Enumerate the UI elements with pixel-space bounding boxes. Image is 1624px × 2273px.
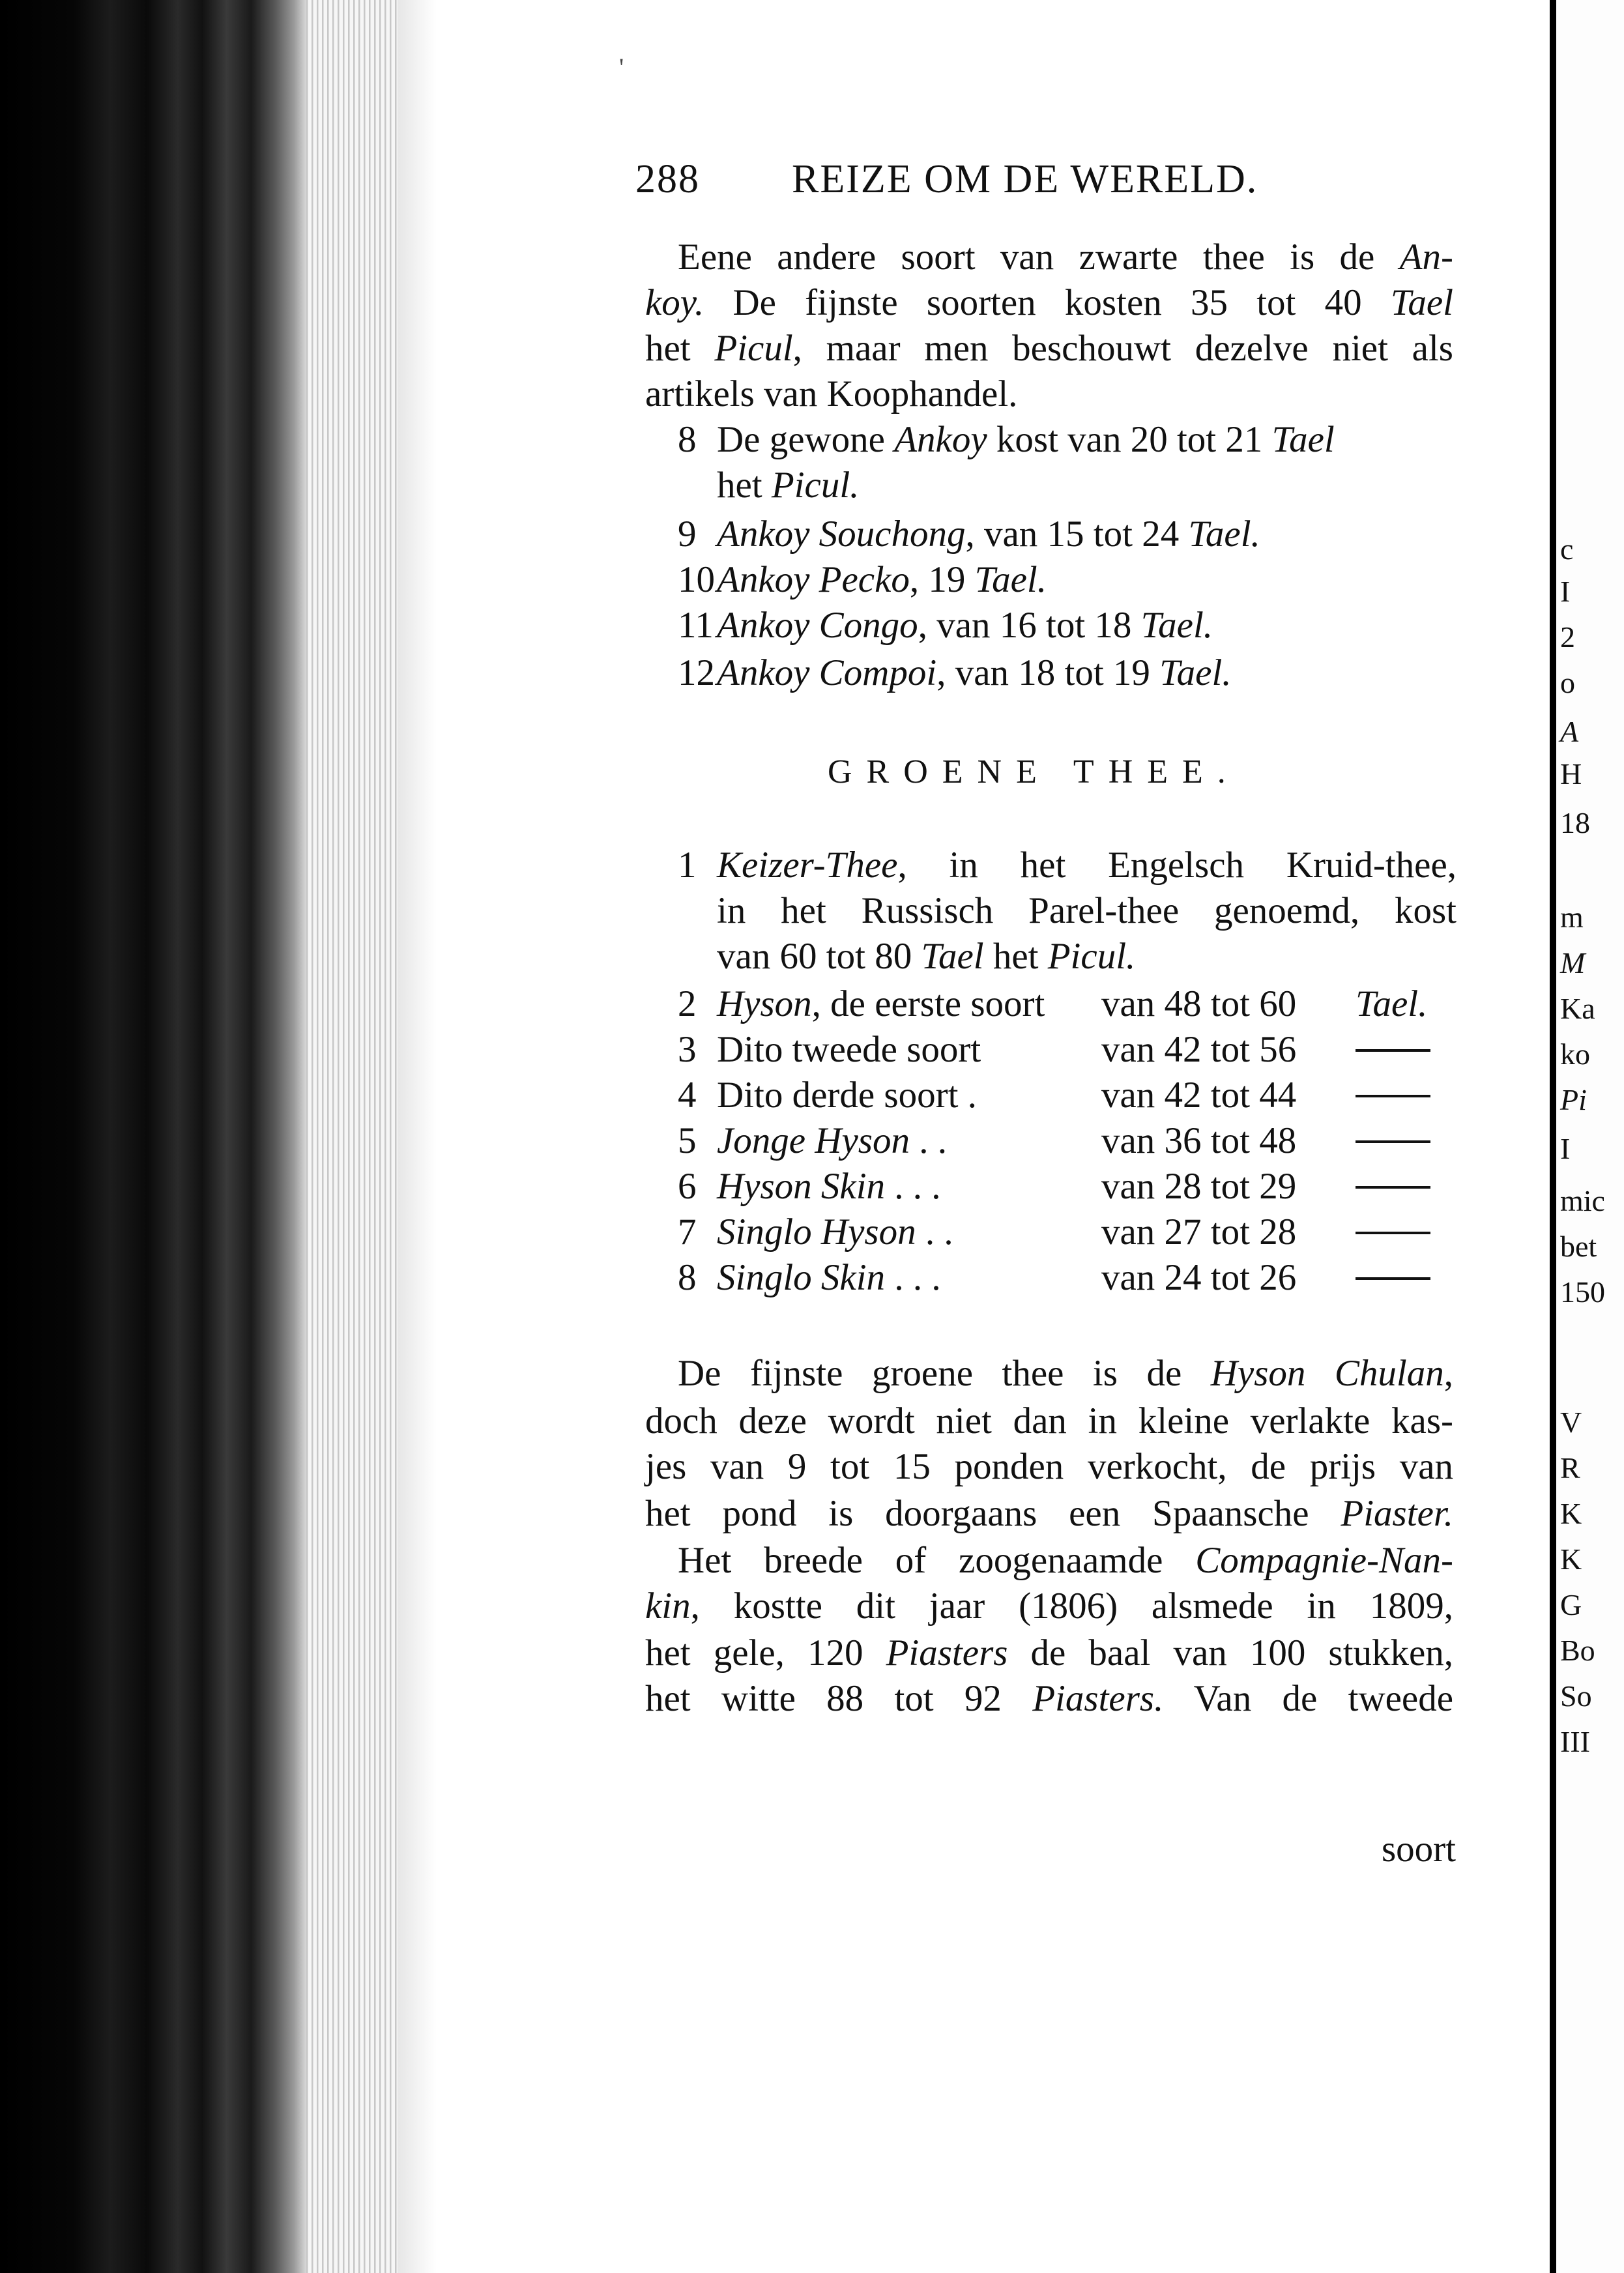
italic-text: Tael. xyxy=(1140,605,1213,646)
facing-page-fragment: c xyxy=(1560,532,1574,566)
gutter xyxy=(398,0,437,2273)
italic-text: Hyson Chulan xyxy=(1210,1353,1444,1394)
facing-page-fragment: K xyxy=(1560,1497,1582,1530)
italic-text: Ankoy xyxy=(894,419,987,460)
text: Van de tweede xyxy=(1163,1678,1454,1719)
facing-page-fragment: So xyxy=(1560,1679,1592,1713)
facing-page-fragment: R xyxy=(1560,1451,1580,1484)
text: De fijnste groene thee is de xyxy=(678,1353,1211,1394)
price-range: van 24 tot 26 xyxy=(1101,1257,1297,1298)
italic-text: kin xyxy=(645,1585,691,1627)
item-number: 8 xyxy=(678,1257,697,1298)
text: Eene andere soort van zwarte thee is de xyxy=(678,237,1400,278)
text: van 60 tot 80 xyxy=(717,936,921,977)
price-unit xyxy=(1356,1211,1393,1253)
price-unit xyxy=(1356,1256,1393,1299)
text-line xyxy=(645,1632,1453,1674)
price-unit xyxy=(1356,1165,1393,1208)
tea-name-suffix: . . xyxy=(910,1120,947,1161)
item-number: 1 xyxy=(678,845,697,886)
text: , kostte dit jaar (1806) alsmede in 1809, xyxy=(690,1585,1453,1627)
item-number: 9 xyxy=(678,514,697,555)
text: , maar men beschouwt dezelve niet als xyxy=(792,328,1453,369)
price-row xyxy=(678,983,1460,1028)
price-unit: Tael. xyxy=(1356,983,1428,1024)
running-title: REIZE OM DE WERELD. xyxy=(792,157,1258,201)
facing-page-fragment: Pi xyxy=(1560,1083,1587,1116)
text: het witte 88 tot 92 xyxy=(645,1678,1033,1719)
text-line xyxy=(645,1400,1453,1442)
facing-page-fragment: m xyxy=(1560,901,1584,934)
italic-text: Tael xyxy=(1390,282,1453,323)
price-row xyxy=(678,1165,1460,1211)
price-range: van 42 tot 44 xyxy=(1101,1075,1297,1116)
item-number: 11 xyxy=(678,605,714,646)
facing-page-fragment: III xyxy=(1560,1725,1590,1758)
text-line xyxy=(645,282,1453,324)
text: in het Russisch Parel-thee genoemd, kost xyxy=(717,890,1457,931)
facing-page-fragment: M xyxy=(1560,946,1586,979)
tea-name-cell xyxy=(717,1028,981,1071)
price-row xyxy=(678,1028,1460,1074)
tea-name-cell xyxy=(717,1120,947,1162)
text: het pond is doorgaans een Spaansche xyxy=(645,1493,1341,1534)
facing-page-fragment: H xyxy=(1560,757,1582,790)
facing-page-fragment: bet xyxy=(1560,1230,1597,1263)
text: , van 18 tot 19 xyxy=(936,652,1160,693)
text: doch deze wordt niet dan in kleine verlakte kas- xyxy=(645,1400,1453,1441)
price-unit xyxy=(1356,1074,1393,1116)
item-number: 2 xyxy=(678,983,697,1024)
text: De fijnste soorten kosten 35 tot 40 xyxy=(704,282,1391,323)
text: , xyxy=(1443,1353,1453,1394)
text: Het breede of zoogenaamde xyxy=(678,1540,1196,1581)
tea-name-suffix: . . . xyxy=(885,1166,941,1207)
black-tea-item xyxy=(678,604,1453,646)
price-unit xyxy=(1356,1120,1393,1162)
black-tea-item xyxy=(678,513,1453,555)
tea-name: Jonge Hyson xyxy=(717,1120,910,1161)
italic-text: Ankoy Compoi xyxy=(717,652,937,693)
facing-page-fragment: G xyxy=(1560,1588,1582,1621)
tea-name-cell xyxy=(717,1256,941,1299)
italic-text: Piasters xyxy=(886,1632,1008,1673)
facing-page-fragment: I xyxy=(1560,1132,1571,1165)
tea-name-cell xyxy=(717,983,1045,1025)
page-edges xyxy=(306,0,398,2273)
italic-text: Tael xyxy=(921,936,984,977)
italic-text: Tael xyxy=(1271,419,1335,460)
italic-text: Ankoy Congo xyxy=(717,605,918,646)
black-tea-item xyxy=(678,464,1453,506)
tea-name-cell xyxy=(717,1165,941,1208)
italic-text: Tael. xyxy=(1188,514,1260,555)
text: , 19 xyxy=(909,559,975,600)
text: kost van 20 tot 21 xyxy=(987,419,1272,460)
tea-name-suffix: . . . xyxy=(885,1257,941,1298)
text-line xyxy=(678,236,1453,278)
tea-name: Singlo Skin xyxy=(717,1257,886,1298)
green-tea-line xyxy=(678,844,1457,886)
facing-page-fragment: Ka xyxy=(1560,992,1595,1025)
price-range: van 48 tot 60 xyxy=(1101,983,1297,1024)
book-spine-shadow xyxy=(0,0,306,2273)
tea-name: Dito derde soort xyxy=(717,1075,959,1116)
tea-name: Hyson Skin xyxy=(717,1166,886,1207)
tea-name-suffix: . xyxy=(958,1075,977,1116)
facing-page-fragment: I xyxy=(1560,575,1571,608)
price-range: van 42 tot 56 xyxy=(1101,1029,1297,1070)
item-number: 3 xyxy=(678,1029,697,1070)
tea-name: Singlo Hyson xyxy=(717,1211,916,1252)
tea-name-cell xyxy=(717,1074,977,1116)
item-number: 12 xyxy=(678,652,715,693)
tea-name-cell xyxy=(717,1211,953,1253)
facing-page-fragment: V xyxy=(1560,1406,1582,1439)
facing-page-fragment: ko xyxy=(1560,1037,1590,1071)
facing-page xyxy=(1556,0,1624,2273)
item-number: 6 xyxy=(678,1166,697,1207)
text-line xyxy=(645,327,1453,369)
tea-name-suffix: . . xyxy=(916,1211,953,1252)
facing-page-fragment: A xyxy=(1560,715,1579,748)
text: de baal van 100 stukken, xyxy=(1008,1632,1453,1673)
italic-text: Picul xyxy=(714,328,793,369)
catchword: soort xyxy=(1382,1829,1456,1870)
price-row xyxy=(678,1256,1460,1302)
text: jes van 9 tot 15 ponden verkocht, de prijs van xyxy=(645,1446,1453,1487)
item-number: 5 xyxy=(678,1120,697,1161)
price-row xyxy=(678,1120,1460,1165)
italic-text: Piaster. xyxy=(1341,1493,1453,1534)
facing-page-fragment: 150 xyxy=(1560,1275,1605,1309)
price-row xyxy=(678,1074,1460,1120)
text-line xyxy=(678,1539,1453,1582)
price-range: van 27 tot 28 xyxy=(1101,1211,1297,1252)
facing-page-edge xyxy=(1550,0,1556,2273)
facing-page-fragment: Bo xyxy=(1560,1634,1595,1667)
facing-page-fragment: o xyxy=(1560,666,1575,699)
italic-text: Ankoy Pecko xyxy=(717,559,910,600)
italic-text: Tael. xyxy=(974,559,1047,600)
item-number: 4 xyxy=(678,1075,697,1116)
italic-text: Ankoy Souchong xyxy=(717,514,966,555)
black-tea-item xyxy=(678,652,1453,694)
tea-name-suffix: , de eerste soort xyxy=(811,983,1045,1024)
italic-text: An- xyxy=(1399,237,1453,278)
facing-page-fragment: 2 xyxy=(1560,620,1575,654)
text: , in het Engelsch Kruid-thee, xyxy=(897,845,1457,886)
item-number: 7 xyxy=(678,1211,697,1252)
text-line xyxy=(645,373,1453,415)
facing-page-fragment: 18 xyxy=(1560,806,1590,839)
tea-name: Dito tweede soort xyxy=(717,1029,981,1070)
text-line xyxy=(645,1492,1453,1535)
black-tea-item xyxy=(678,418,1453,461)
text-line xyxy=(678,1352,1453,1395)
section-title: GROENE THEE. xyxy=(828,753,1240,790)
text: het xyxy=(645,328,715,369)
stray-mark: ' xyxy=(619,53,624,82)
black-tea-item xyxy=(678,558,1453,601)
price-range: van 36 tot 48 xyxy=(1101,1120,1297,1161)
green-tea-line xyxy=(678,890,1457,932)
text: het xyxy=(717,465,772,506)
tea-name: Hyson xyxy=(717,983,812,1024)
italic-text: Picul. xyxy=(1047,936,1136,977)
text-line xyxy=(645,1445,1453,1488)
text: De gewone xyxy=(717,419,895,460)
text: artikels van Koophandel. xyxy=(645,373,1018,414)
text: , van 16 tot 18 xyxy=(918,605,1141,646)
facing-page-fragment: mic xyxy=(1560,1184,1605,1217)
price-range: van 28 tot 29 xyxy=(1101,1166,1297,1207)
text: het xyxy=(983,936,1048,977)
price-unit xyxy=(1356,1028,1393,1071)
italic-text: koy. xyxy=(645,282,704,323)
italic-text: Piasters. xyxy=(1032,1678,1164,1719)
italic-text: Tael. xyxy=(1159,652,1232,693)
price-row xyxy=(678,1211,1460,1256)
facing-page-fragment: K xyxy=(1560,1542,1582,1576)
italic-text: Keizer-Thee xyxy=(717,845,898,886)
italic-text: Compagnie-Nan- xyxy=(1195,1540,1453,1581)
page-number: 288 xyxy=(635,157,700,201)
text-line xyxy=(645,1585,1453,1627)
text-line xyxy=(645,1677,1453,1720)
item-number: 10 xyxy=(678,559,715,600)
green-tea-line xyxy=(678,935,1457,977)
text: , van 15 tot 24 xyxy=(965,514,1189,555)
text: het gele, 120 xyxy=(645,1632,886,1673)
italic-text: Picul. xyxy=(771,465,860,506)
item-number: 8 xyxy=(678,419,697,460)
